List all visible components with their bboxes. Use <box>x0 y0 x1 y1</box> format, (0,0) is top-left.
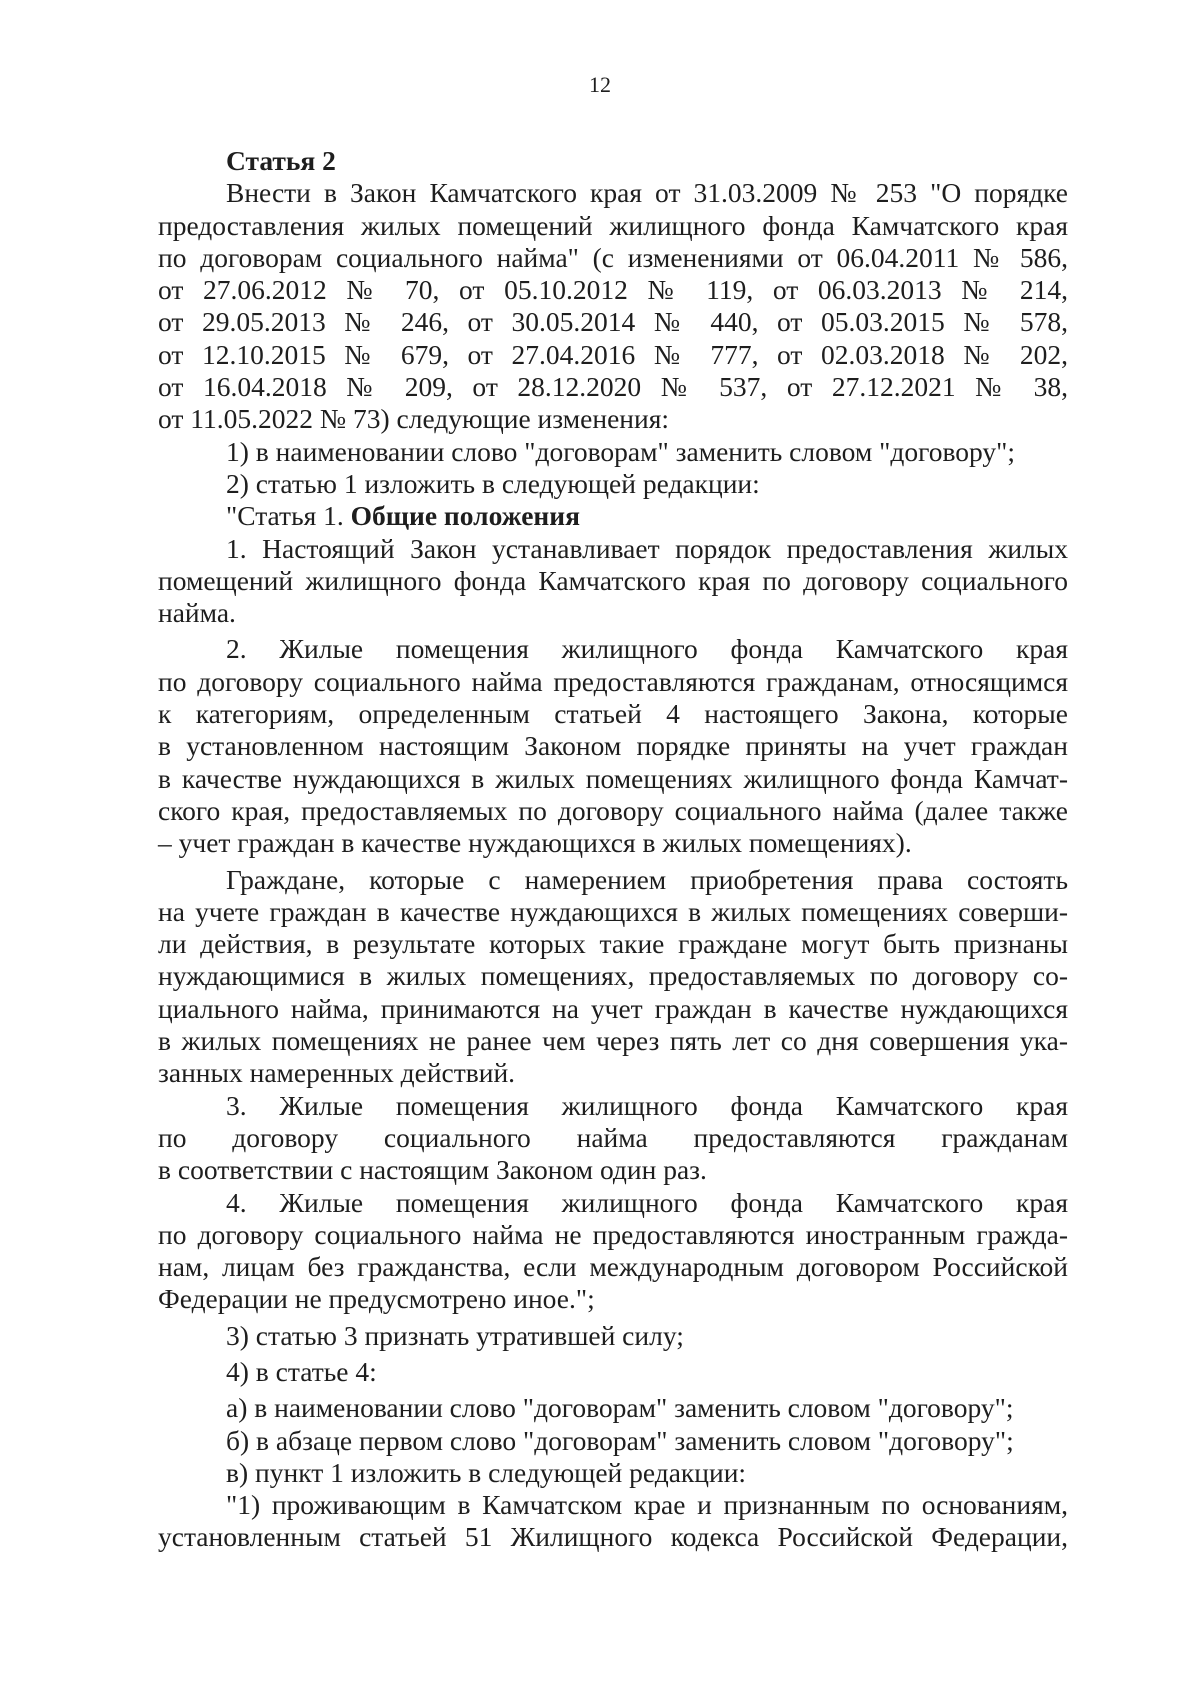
paragraph-line: 2. Жилые помещения жилищного фонда Камчатского края <box>226 633 1068 665</box>
paragraph-line: по договору социального найма предоставляются гражданам <box>158 1121 1068 1153</box>
paragraph-line: установленным статьей 51 Жилищного кодекса Российской Федерации, <box>158 1521 1068 1553</box>
amendment-item-4a: а) в наименовании слово "договорам" заменить словом "договору"; <box>226 1392 1014 1424</box>
quoted-article-heading <box>158 500 1068 532</box>
paragraph-4 <box>158 1090 1068 1187</box>
paragraph-line: по договору социального найма предоставляются гражданам, относящимся <box>158 665 1068 697</box>
paragraph-6 <box>158 1489 1068 1554</box>
intro-line: по договорам социального найма" (с изменениями от 06.04.2011 № 586, <box>158 241 1068 273</box>
paragraph-line: нам, лицам без гражданства, если международным договором Российской <box>158 1251 1068 1283</box>
intro-line: от 12.10.2015 № 679, от 27.04.2016 № 777, от 02.03.2018 № 202, <box>158 338 1068 370</box>
paragraph-3 <box>158 864 1068 1090</box>
amendment-item-4b: б) в абзаце первом слово "договорам" заменить словом "договору"; <box>226 1424 1014 1456</box>
document-body <box>158 145 1068 1554</box>
amendment-item-3: 3) статью 3 признать утратившей силу; <box>226 1319 684 1351</box>
paragraph-line: циального найма, принимаются на учет граждан в качестве нуждающихся <box>158 992 1068 1024</box>
quoted-article-title: Общие положения <box>350 500 580 532</box>
amendment-item-4c: в) пункт 1 изложить в следующей редакции: <box>226 1456 747 1488</box>
paragraph-line: в жилых помещениях не ранее чем через пять лет со дня совершения ука- <box>158 1025 1068 1057</box>
intro-line: Внести в Закон Камчатского края от 31.03.2009 № 253 "О порядке <box>226 177 1068 209</box>
intro-line: предоставления жилых помещений жилищного фонда Камчатского края <box>158 209 1068 241</box>
amendment-item-4: 4) в статье 4: <box>226 1355 377 1387</box>
article-heading: Статья 2 <box>226 145 336 176</box>
paragraph-line: в качестве нуждающихся в жилых помещениях жилищного фонда Камчат- <box>158 762 1068 794</box>
paragraph-line: "1) проживающим в Камчатском крае и признанным по основаниям, <box>226 1489 1068 1521</box>
intro-paragraph <box>158 177 1068 435</box>
paragraph-line: найма. <box>158 597 236 629</box>
paragraph-line: помещений жилищного фонда Камчатского края по договору социального <box>158 564 1068 596</box>
amendment-item-2: 2) статью 1 изложить в следующей редакции: <box>226 467 760 499</box>
paragraph-line: в соответствии с настоящим Законом один раз. <box>158 1154 707 1186</box>
paragraph-line: – учет граждан в качестве нуждающихся в жилых помещениях). <box>158 827 912 859</box>
paragraph-line: в установленном настоящим Законом порядке приняты на учет граждан <box>158 730 1068 762</box>
paragraph-line: ли действия, в результате которых такие граждане могут быть признаны <box>158 928 1068 960</box>
paragraph-5 <box>158 1187 1068 1316</box>
paragraph-line: занных намеренных действий. <box>158 1057 516 1089</box>
paragraph-line: 1. Настоящий Закон устанавливает порядок предоставления жилых <box>226 532 1068 564</box>
intro-line: от 16.04.2018 № 209, от 28.12.2020 № 537, от 27.12.2021 № 38, <box>158 371 1068 403</box>
paragraph-2 <box>158 633 1068 859</box>
intro-line: от 29.05.2013 № 246, от 30.05.2014 № 440, от 05.03.2015 № 578, <box>158 306 1068 338</box>
paragraph-1 <box>158 533 1068 630</box>
paragraph-line: к категориям, определенным статьей 4 настоящего Закона, которые <box>158 698 1068 730</box>
paragraph-line: 4. Жилые помещения жилищного фонда Камчатского края <box>226 1186 1068 1218</box>
intro-line: от 11.05.2022 № 73) следующие изменения: <box>158 403 670 435</box>
paragraph-line: на учете граждан в качестве нуждающихся в жилых помещениях соверши- <box>158 895 1068 927</box>
paragraph-line: нуждающимися в жилых помещениях, предоставляемых по договору со- <box>158 960 1068 992</box>
paragraph-line: Федерации не предусмотрено иное."; <box>158 1283 595 1315</box>
amendment-item-1: 1) в наименовании слово "договорам" заменить словом "договору"; <box>226 435 1016 467</box>
intro-line: от 27.06.2012 № 70, от 05.10.2012 № 119, от 06.03.2013 № 214, <box>158 274 1068 306</box>
quoted-article-prefix: "Статья 1. <box>226 500 351 532</box>
page-number: 12 <box>589 72 611 97</box>
paragraph-line: по договору социального найма не предоставляются иностранным гражда- <box>158 1218 1068 1250</box>
paragraph-line: ского края, предоставляемых по договору социального найма (далее также <box>158 794 1068 826</box>
paragraph-line: 3. Жилые помещения жилищного фонда Камчатского края <box>226 1089 1068 1121</box>
paragraph-line: Граждане, которые с намерением приобретения права состоять <box>226 863 1068 895</box>
